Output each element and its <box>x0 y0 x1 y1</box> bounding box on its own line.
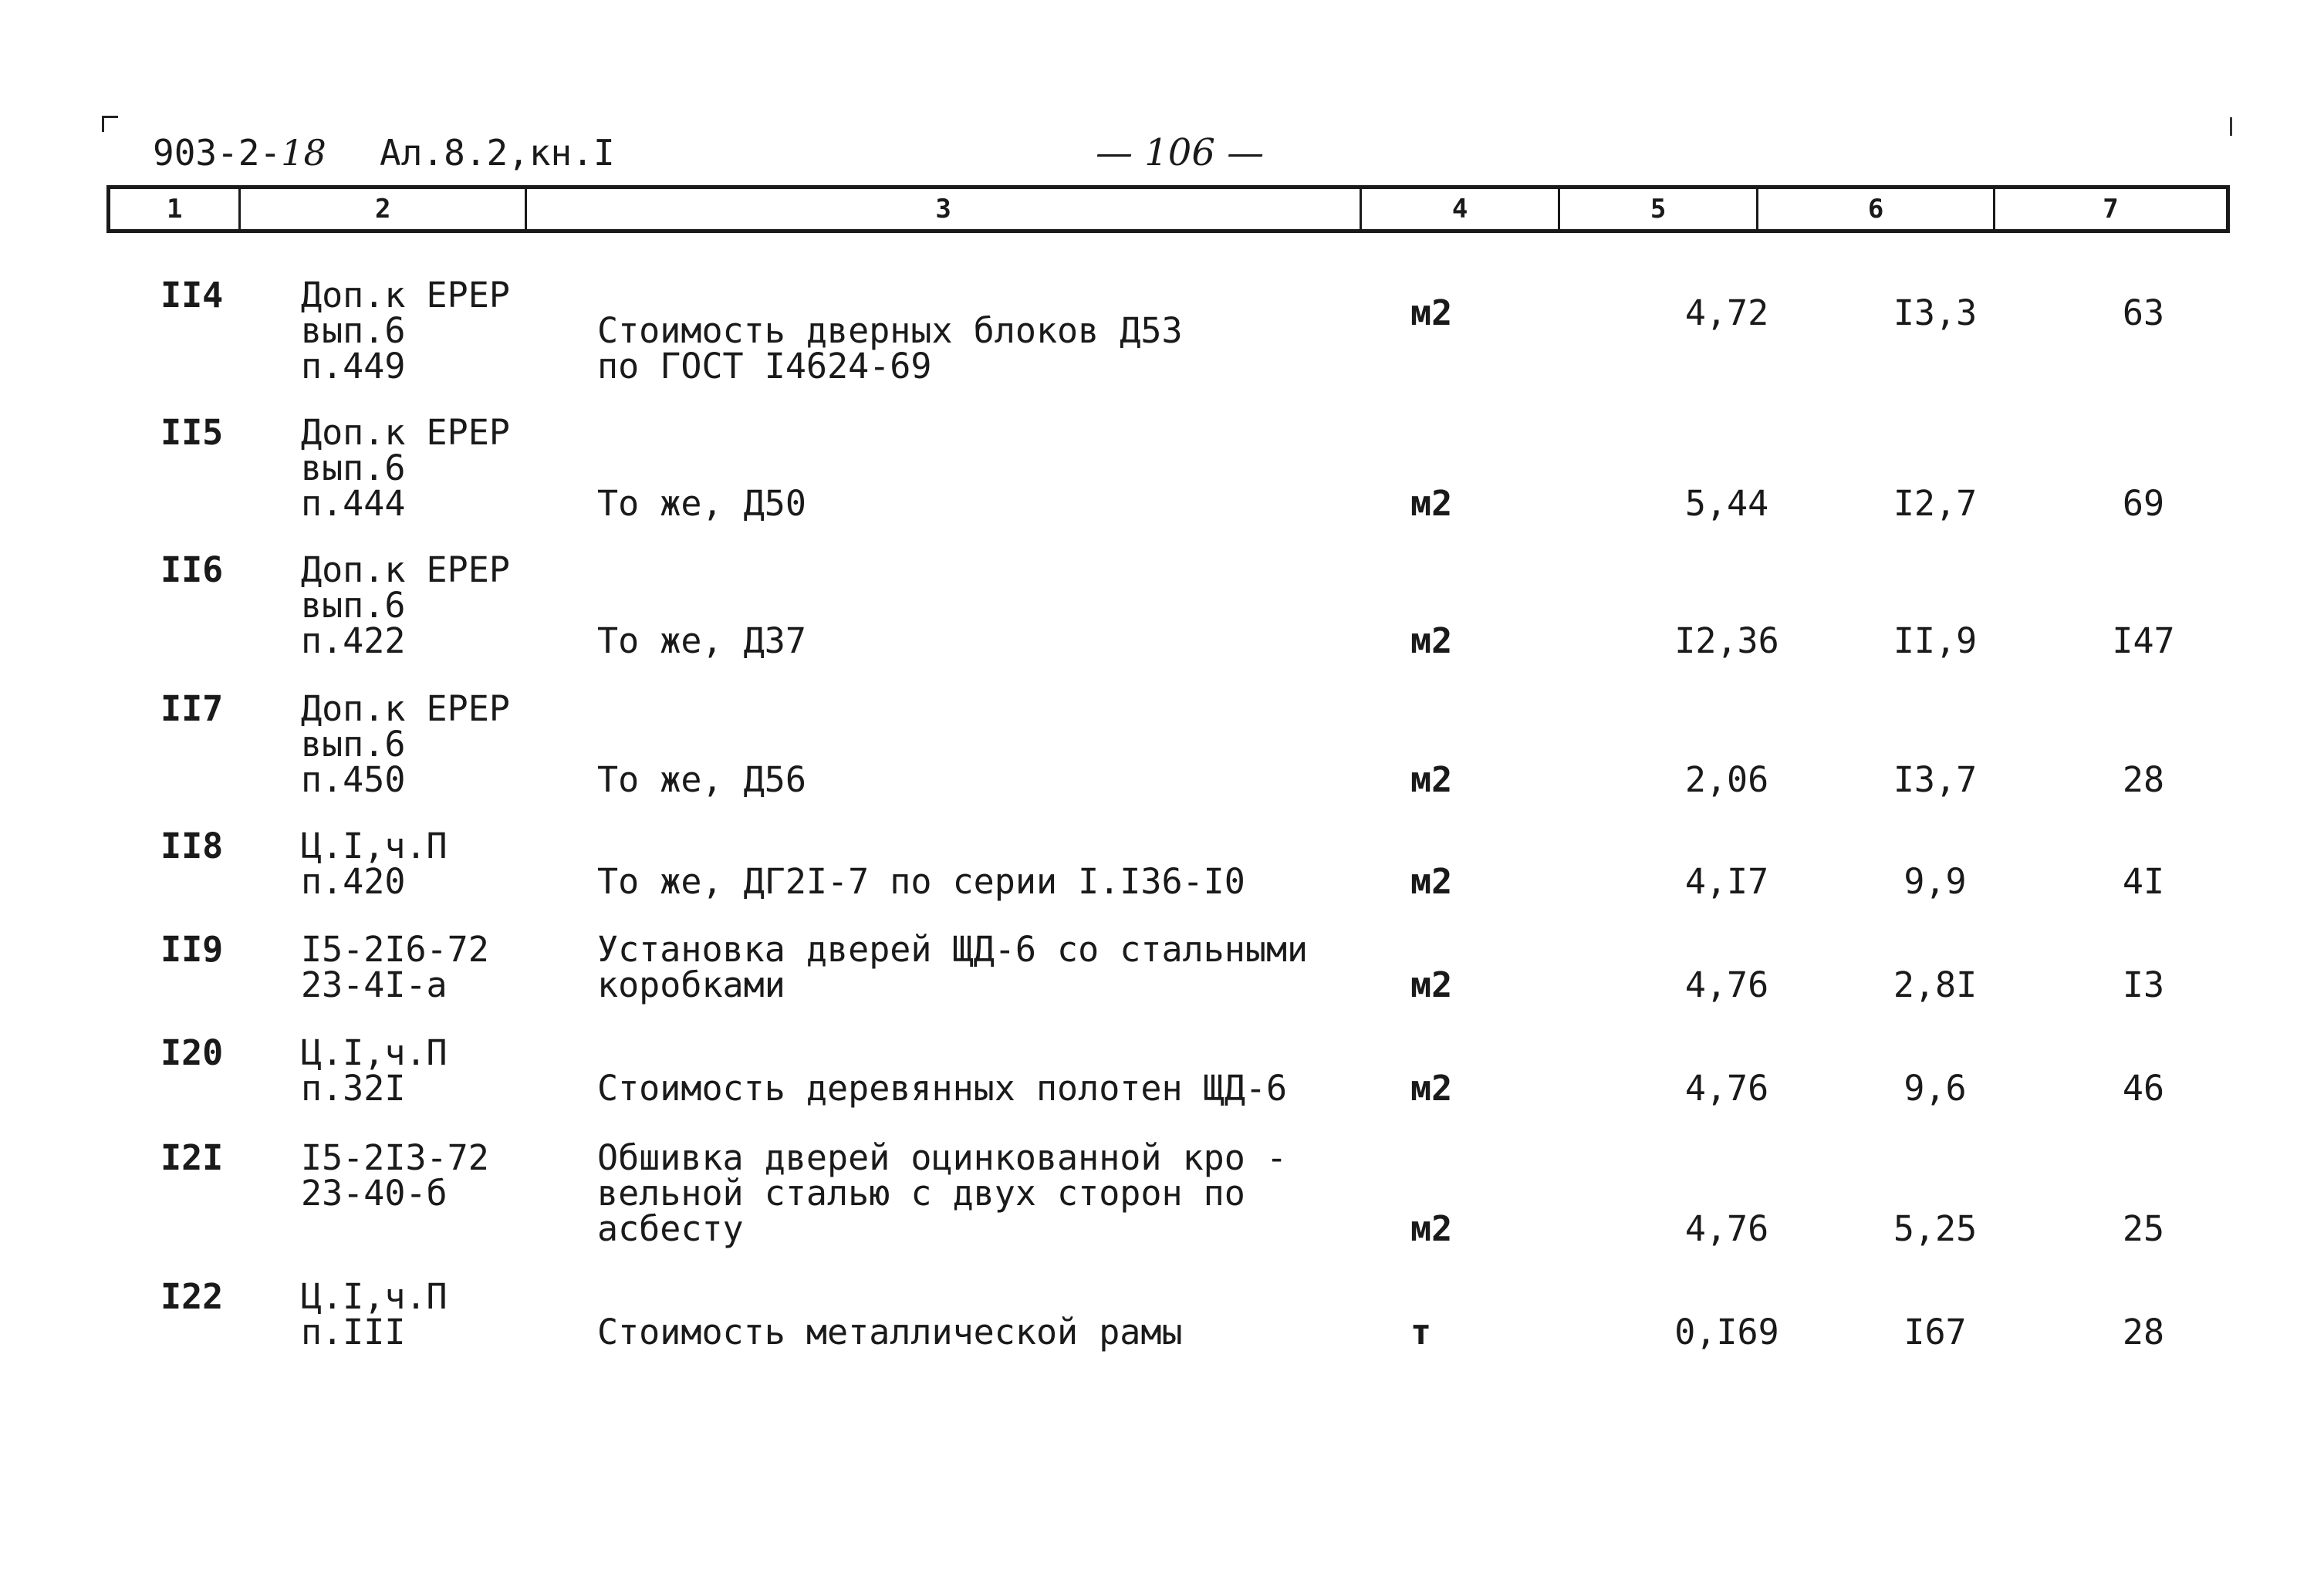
work-description-line: асбесту <box>597 1208 744 1249</box>
norm-reference-line: Ц.I,ч.П <box>301 1032 448 1073</box>
work-description <box>597 483 806 524</box>
norm-reference-line: вып.6 <box>301 310 406 351</box>
item-number: I2I <box>160 1137 224 1178</box>
norm-reference-line: Доп.к ЕРЕР <box>301 275 510 316</box>
norm-reference-line: вып.6 <box>301 447 406 488</box>
unit-price: I3,3 <box>1893 292 1978 333</box>
quantity: 4,76 <box>1684 1068 1769 1109</box>
item-number: II7 <box>160 688 224 729</box>
unit-price: I2,7 <box>1893 483 1978 524</box>
norm-reference-line: п.32I <box>301 1068 406 1109</box>
work-description-line: Стоимость деревянных полотен ЩД-6 <box>597 1068 1288 1109</box>
total-cost: 46 <box>2122 1068 2165 1109</box>
work-description-line: вельной сталью с двух сторон по <box>597 1173 1245 1214</box>
unit-price: 9,6 <box>1903 1068 1967 1109</box>
item-number: II5 <box>160 412 224 453</box>
column-header-3: 3 <box>527 189 1362 229</box>
item-number: II8 <box>160 826 224 866</box>
album-reference: Ал.8.2,кн.I <box>380 132 615 174</box>
work-description-line: То же, Д56 <box>597 759 806 800</box>
unit-price: I3,7 <box>1893 759 1978 800</box>
norm-reference-line: п.450 <box>301 759 406 800</box>
unit-price: 9,9 <box>1903 861 1967 902</box>
margin-tick <box>2230 117 2232 136</box>
total-cost: 25 <box>2122 1208 2165 1249</box>
norm-reference-line: п.444 <box>301 483 406 524</box>
norm-reference <box>301 275 510 387</box>
work-description <box>597 1312 1183 1353</box>
quantity: 4,76 <box>1684 964 1769 1005</box>
total-cost: 28 <box>2122 759 2165 800</box>
document-code-handwritten: 18 <box>281 132 326 174</box>
quantity: 4,72 <box>1684 292 1769 333</box>
work-description-line: То же, Д50 <box>597 483 806 524</box>
unit-of-measure: м2 <box>1410 620 1453 661</box>
column-header-7: 7 <box>2103 194 2119 225</box>
column-header-6: 6 <box>1758 189 1995 229</box>
quantity: 4,I7 <box>1684 861 1769 902</box>
quantity: 4,76 <box>1684 1208 1769 1249</box>
unit-of-measure: м2 <box>1410 483 1453 524</box>
norm-reference-line: Ц.I,ч.П <box>301 1276 448 1317</box>
unit-price: 2,8I <box>1893 964 1978 1005</box>
norm-reference-line: I5-2I3-72 <box>301 1137 489 1178</box>
item-number: II9 <box>160 929 224 970</box>
quantity: 0,I69 <box>1674 1312 1779 1353</box>
total-cost: 63 <box>2122 292 2165 333</box>
estimate-table-body <box>106 233 2230 1390</box>
norm-reference-line: Доп.к ЕРЕР <box>301 688 510 729</box>
work-description-line: Стоимость дверных блоков Д53 <box>597 310 1183 351</box>
unit-of-measure: м2 <box>1410 759 1453 800</box>
work-description-line: То же, Д37 <box>597 620 806 661</box>
norm-reference <box>301 1137 489 1214</box>
total-cost: 4I <box>2122 861 2165 902</box>
column-header-2: 2 <box>241 189 527 229</box>
total-cost: 28 <box>2122 1312 2165 1353</box>
work-description <box>597 1068 1288 1109</box>
norm-reference-line: Доп.к ЕРЕР <box>301 549 510 590</box>
unit-price: II,9 <box>1893 620 1978 661</box>
norm-reference <box>301 688 510 800</box>
norm-reference <box>301 1032 448 1109</box>
work-description-line: Обшивка дверей оцинкованной кро - <box>597 1137 1288 1178</box>
quantity: 5,44 <box>1684 483 1769 524</box>
norm-reference <box>301 929 489 1005</box>
unit-of-measure: м2 <box>1410 292 1453 333</box>
work-description-line: То же, ДГ2I-7 по серии I.I36-I0 <box>597 861 1245 902</box>
work-description <box>597 929 1309 1005</box>
norm-reference-line: 23-40-б <box>301 1173 448 1214</box>
norm-reference <box>301 826 448 902</box>
total-cost: I3 <box>2122 964 2165 1005</box>
norm-reference <box>301 549 510 661</box>
work-description <box>597 1137 1288 1249</box>
unit-price: 5,25 <box>1893 1208 1978 1249</box>
corner-mark <box>102 116 118 132</box>
quantity: I2,36 <box>1674 620 1779 661</box>
unit-of-measure: м2 <box>1410 1208 1453 1249</box>
work-description-line: по ГОСТ I4624-69 <box>597 346 932 387</box>
norm-reference-line: Доп.к ЕРЕР <box>301 412 510 453</box>
norm-reference-line: вып.6 <box>301 724 406 765</box>
total-cost: I47 <box>2112 620 2175 661</box>
work-description <box>597 759 806 800</box>
document-code <box>153 130 326 176</box>
unit-of-measure: м2 <box>1410 861 1453 902</box>
quantity: 2,06 <box>1684 759 1769 800</box>
norm-reference <box>301 412 510 524</box>
item-number: II6 <box>160 549 224 590</box>
norm-reference-line: п.III <box>301 1312 406 1353</box>
work-description-line: Стоимость металлической рамы <box>597 1312 1183 1353</box>
norm-reference <box>301 1276 448 1353</box>
item-number: II4 <box>160 275 224 316</box>
unit-of-measure: т <box>1410 1312 1432 1353</box>
norm-reference-line: вып.6 <box>301 585 406 626</box>
unit-of-measure: м2 <box>1410 964 1453 1005</box>
norm-reference-line: п.422 <box>301 620 406 661</box>
norm-reference-line: п.420 <box>301 861 406 902</box>
item-number: I20 <box>160 1032 224 1073</box>
work-description <box>597 620 806 661</box>
column-header-5: 5 <box>1560 189 1758 229</box>
unit-of-measure: м2 <box>1410 1068 1453 1109</box>
norm-reference-line: 23-4I-а <box>301 964 448 1005</box>
column-header-row <box>106 185 2230 233</box>
work-description <box>597 861 1245 902</box>
work-description-line: коробками <box>597 964 785 1005</box>
item-number: I22 <box>160 1276 224 1317</box>
norm-reference-line: п.449 <box>301 346 406 387</box>
column-header-4: 4 <box>1362 189 1560 229</box>
column-header-1: 1 <box>110 189 241 229</box>
work-description <box>597 310 1183 387</box>
unit-price: I67 <box>1903 1312 1967 1353</box>
page-number: — 106 — <box>1096 131 1265 174</box>
total-cost: 69 <box>2122 483 2165 524</box>
norm-reference-line: I5-2I6-72 <box>301 929 489 970</box>
norm-reference-line: Ц.I,ч.П <box>301 826 448 866</box>
work-description-line: Установка дверей ЩД-6 со стальными <box>597 929 1309 970</box>
document-code-print: 903-2- <box>153 132 282 174</box>
